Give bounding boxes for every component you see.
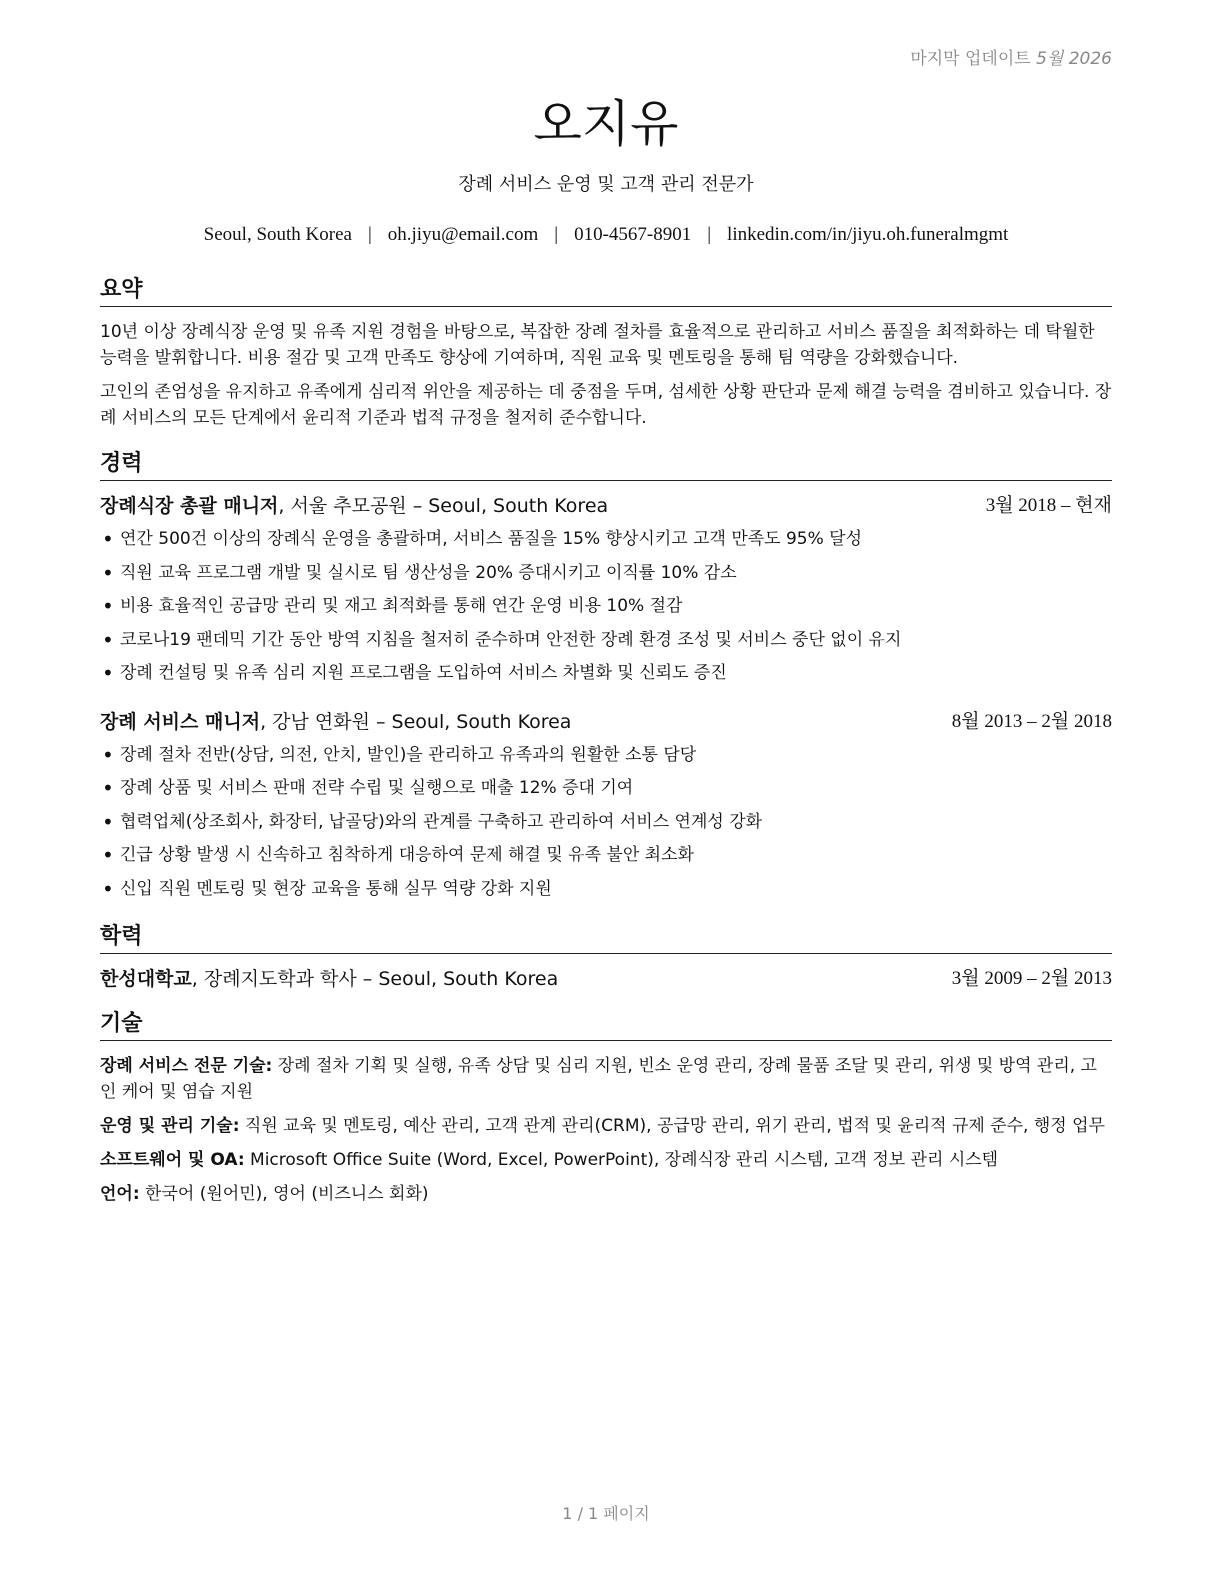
list-item: • 직원 교육 프로그램 개발 및 실시로 팀 생산성을 20% 증대시키고 이직률 10% 감소 <box>100 557 1112 591</box>
job-dates: 8월 2013 – 2월 2018 <box>951 710 1112 732</box>
section-title-education: 학력 <box>100 923 1112 954</box>
list-item: • 협력업체(상조회사, 화장터, 납골당)와의 관계를 구축하고 관리하여 서비스 연계성 강화 <box>100 806 1112 840</box>
job-bullets <box>100 739 1112 907</box>
skill-text: Microsoft Office Suite (Word, Excel, PowerPoint), 장례식장 관리 시스템, 고객 정보 관리 시스템 <box>244 1150 999 1170</box>
skill-label: 장례 서비스 전문 기술: <box>100 1056 273 1076</box>
summary-paragraph: 10년 이상 장례식장 운영 및 유족 지원 경험을 바탕으로, 복잡한 장례 절차를 효율적으로 관리하고 서비스 품질을 최적화하는 데 탁월한 능력을 발휘합니다. 비용 절감 및 고객 만족도 향상에 기여하며, 직원 교육 및 멘토링을 통해 팀 역량을 강화했습니다. <box>100 322 1095 368</box>
job-header <box>100 493 1112 519</box>
summary-section <box>100 276 1112 431</box>
school-name: 한성대학교 <box>100 968 192 990</box>
skill-text: 장례 절차 기획 및 실행, 유족 상담 및 심리 지원, 빈소 운영 관리, 장례 물품 조달 및 관리, 위생 및 방역 관리, 고인 케어 및 염습 지원 <box>100 1056 1097 1102</box>
education-line <box>100 966 558 992</box>
skill-text: 직원 교육 및 멘토링, 예산 관리, 고객 관계 관리(CRM), 공급망 관리, 위기 관리, 법적 및 윤리적 규제 준수, 행정 업무 <box>239 1116 1105 1136</box>
list-item: • 비용 효율적인 공급망 관리 및 재고 최적화를 통해 연간 운영 비용 10% 절감 <box>100 590 1112 624</box>
summary-paragraph: 고인의 존엄성을 유지하고 유족에게 심리적 위안을 제공하는 데 중점을 두며, 섬세한 상황 판단과 문제 해결 능력을 겸비하고 있습니다. 장례 서비스의 모든 단계에서 윤리적 기준과 법적 규정을 철저히 준수합니다. <box>100 382 1112 428</box>
job-location: – Seoul, South Korea <box>369 710 572 733</box>
contact-email[interactable]: oh.jiyu@email.com <box>387 224 539 245</box>
job-role: 장례 서비스 매니저 <box>100 710 261 733</box>
resume-page <box>100 0 1112 1584</box>
job-header <box>100 709 1112 735</box>
contact-separator: | <box>554 224 559 245</box>
list-item: • 장례 컨설팅 및 유족 심리 지원 프로그램을 도입하여 서비스 차별화 및 신뢰도 증진 <box>100 657 1112 691</box>
section-title-experience: 경력 <box>100 450 1112 481</box>
contact-phone: 010-4567-8901 <box>574 224 692 245</box>
skills-section <box>100 1010 1112 1215</box>
last-updated-date: 5월 2026 <box>1036 49 1112 69</box>
education-dates: 3월 2009 – 2월 2013 <box>951 968 1112 989</box>
skill-label: 운영 및 관리 기술: <box>100 1116 240 1136</box>
list-item: • 장례 절차 전반(상담, 의전, 안치, 발인)을 관리하고 유족과의 원활한 소통 담당 <box>100 739 1112 773</box>
job-org: , 강남 연화원 <box>260 710 370 733</box>
education-header <box>100 966 1112 992</box>
job-title-line <box>100 493 608 519</box>
job-dates: 3월 2018 – 현재 <box>985 495 1112 516</box>
section-title-summary: 요약 <box>100 276 1112 307</box>
contact-location: Seoul, South Korea <box>203 224 352 245</box>
list-item: • 긴급 상황 발생 시 신속하고 침착하게 대응하여 문제 해결 및 유족 불안 최소화 <box>100 839 1112 873</box>
last-updated-prefix: 마지막 업데이트 <box>910 49 1037 69</box>
education-section <box>100 923 1112 992</box>
contact-separator: | <box>707 224 712 245</box>
skill-text: 한국어 (원어민), 영어 (비즈니스 회화) <box>139 1184 429 1204</box>
candidate-name: 오지유 <box>533 95 679 153</box>
skill-item <box>100 1053 1112 1105</box>
list-item: • 연간 500건 이상의 장례식 운영을 총괄하며, 서비스 품질을 15% 향상시키고 고객 만족도 95% 달성 <box>100 523 1112 557</box>
list-item: • 코로나19 팬데믹 기간 동안 방역 지침을 철저히 준수하며 안전한 장례 환경 조성 및 서비스 중단 없이 유지 <box>100 624 1112 658</box>
skill-item <box>100 1147 1112 1173</box>
job-role: 장례식장 총괄 매니저 <box>100 495 279 517</box>
list-item: • 신입 직원 멘토링 및 현장 교육을 통해 실무 역량 강화 지원 <box>100 873 1112 907</box>
skill-label: 언어: <box>100 1184 140 1204</box>
job-title-line <box>100 709 571 735</box>
skill-item <box>100 1181 1112 1207</box>
job-bullets <box>100 523 1112 691</box>
contact-linkedin[interactable]: linkedin.com/in/jiyu.oh.funeralmgmt <box>727 224 1009 245</box>
job-location: – Seoul, South Korea <box>406 495 609 517</box>
candidate-tagline: 장례 서비스 운영 및 고객 관리 전문가 <box>458 174 754 195</box>
skill-label: 소프트웨어 및 OA: <box>100 1150 245 1170</box>
section-title-skills: 기술 <box>100 1010 1112 1041</box>
contact-line <box>100 224 1112 246</box>
degree: , 장례지도학과 학사 <box>191 968 357 990</box>
education-location: – Seoul, South Korea <box>356 968 559 990</box>
skills-list <box>100 1053 1112 1207</box>
skill-item <box>100 1113 1112 1139</box>
list-item: • 장례 상품 및 서비스 판매 전략 수립 및 실행으로 매출 12% 증대 기여 <box>100 772 1112 806</box>
experience-section <box>100 450 1112 906</box>
page-number: 1 / 1 페이지 <box>562 1504 650 1523</box>
contact-separator: | <box>367 224 372 245</box>
job-org: , 서울 추모공원 <box>278 495 407 517</box>
last-updated <box>910 44 1112 69</box>
